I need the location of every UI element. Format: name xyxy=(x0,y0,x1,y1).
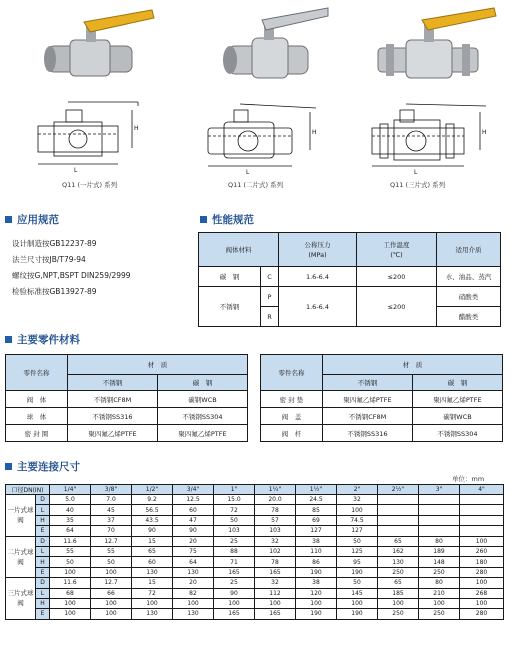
dims-row xyxy=(6,588,504,598)
dims-value: 103 xyxy=(255,526,296,536)
dims-value: 60 xyxy=(132,557,173,567)
dims-value: 120 xyxy=(296,588,337,598)
dims-row xyxy=(6,567,504,577)
dims-value: 56.5 xyxy=(132,505,173,515)
perf-header-pressure: 公称压力 (MPa) xyxy=(279,233,357,267)
perf-temp: ≤200 xyxy=(357,267,437,287)
dims-value: 90 xyxy=(132,526,173,536)
caption-three-piece: Q11 (三片式) 系列 xyxy=(390,181,446,189)
dims-value: 190 xyxy=(296,567,337,577)
dims-value: 78 xyxy=(255,505,296,515)
dims-value: 86 xyxy=(296,557,337,567)
dims-value: 100 xyxy=(337,598,378,608)
dims-row xyxy=(6,536,504,546)
dims-value: 50 xyxy=(214,515,255,525)
mat-cs: 不锈钢SS304 xyxy=(158,408,248,425)
section-title: 主要连接尺寸 xyxy=(17,461,80,473)
mat-header-carbon: 碳 钢 xyxy=(158,375,248,391)
perf-temp: ≤200 xyxy=(357,287,437,327)
dims-row xyxy=(6,546,504,556)
mat-ss: 聚四氟乙烯PTFE xyxy=(68,425,158,442)
caption-two-piece: Q11 (二片式) 系列 xyxy=(228,181,284,189)
dims-value xyxy=(419,505,460,515)
valve-photo-two-piece xyxy=(212,6,332,86)
dims-value: 100 xyxy=(50,567,91,577)
dims-value: 72 xyxy=(132,588,173,598)
dims-value: 50 xyxy=(337,536,378,546)
dims-size-header: 3/8" xyxy=(91,485,132,495)
mat-header-carbon: 碳 钢 xyxy=(413,375,503,391)
mat-cs: 聚四氟乙烯PTFE xyxy=(158,425,248,442)
dims-value: 65 xyxy=(132,546,173,556)
perf-header-media: 适用介质 xyxy=(437,233,501,267)
dims-value: 37 xyxy=(91,515,132,525)
mat-cs: 不锈钢SS304 xyxy=(413,425,503,442)
dims-value: 165 xyxy=(214,609,255,619)
dims-value: 165 xyxy=(255,609,296,619)
svg-text:H: H xyxy=(312,129,317,136)
dims-value xyxy=(378,515,419,525)
dims-row xyxy=(6,609,504,619)
dims-size-header: 1/2" xyxy=(132,485,173,495)
mat-ss: 不锈钢CF8M xyxy=(323,408,413,425)
dims-value: 100 xyxy=(378,598,419,608)
performance-table xyxy=(198,232,501,327)
drawing-one-piece xyxy=(28,90,160,176)
svg-text:L: L xyxy=(414,169,418,176)
dims-value: 100 xyxy=(255,598,296,608)
dims-value: 25 xyxy=(214,536,255,546)
dims-value: 25 xyxy=(214,578,255,588)
dims-value xyxy=(419,515,460,525)
svg-text:L: L xyxy=(246,169,250,176)
dims-value: 72 xyxy=(214,505,255,515)
dims-value: 11.6 xyxy=(50,578,91,588)
dims-value: 11.6 xyxy=(50,536,91,546)
perf-media: 硝酸类 xyxy=(437,287,501,307)
dims-size-header: 4" xyxy=(460,485,504,495)
dims-value: 100 xyxy=(50,598,91,608)
dims-value: 35 xyxy=(50,515,91,525)
dims-value: 125 xyxy=(337,546,378,556)
caption-one-piece: Q11 (一片式) 系列 xyxy=(62,181,118,189)
mat-cs: 碳钢WCB xyxy=(413,408,503,425)
dims-dimension-key: H xyxy=(36,515,50,525)
standard-item: 法兰尺寸按JB/T79-94 xyxy=(12,255,86,264)
dims-value: 90 xyxy=(214,588,255,598)
dims-value: 165 xyxy=(214,567,255,577)
dims-value: 90 xyxy=(173,526,214,536)
dims-value: 12.7 xyxy=(91,578,132,588)
dims-dimension-key: H xyxy=(36,598,50,608)
dims-row xyxy=(6,505,504,515)
dims-value: 7.0 xyxy=(91,495,132,505)
dims-dimension-key: D xyxy=(36,536,50,546)
dims-value: 20.0 xyxy=(255,495,296,505)
dims-value: 250 xyxy=(378,567,419,577)
dims-value: 100 xyxy=(132,598,173,608)
dims-value: 190 xyxy=(337,567,378,577)
dims-value: 78 xyxy=(255,557,296,567)
dims-value: 85 xyxy=(296,505,337,515)
dims-value: 100 xyxy=(214,598,255,608)
dims-value: 162 xyxy=(378,546,419,556)
perf-media: 醋酸类 xyxy=(437,307,501,327)
dims-value: 15.0 xyxy=(214,495,255,505)
mat-part: 阀 杆 xyxy=(261,425,323,442)
dims-value: 189 xyxy=(419,546,460,556)
dims-row xyxy=(6,557,504,567)
materials-table-right xyxy=(260,354,503,442)
dims-group-label: 二片式球阀 xyxy=(6,536,36,578)
dims-header-row xyxy=(6,485,504,495)
dims-value: 50 xyxy=(91,557,132,567)
section-marker-icon xyxy=(5,336,12,343)
dims-value: 280 xyxy=(460,567,504,577)
perf-pressure: 1.6-6.4 xyxy=(279,267,357,287)
perf-material: 不锈钢 xyxy=(199,287,261,327)
mat-ss: 不锈钢CF8M xyxy=(68,391,158,408)
mat-ss: 不锈钢SS316 xyxy=(68,408,158,425)
dims-value: 130 xyxy=(173,567,214,577)
dims-value: 185 xyxy=(378,588,419,598)
dims-row xyxy=(6,598,504,608)
dims-value: 69 xyxy=(296,515,337,525)
dims-row xyxy=(6,578,504,588)
dims-value: 64 xyxy=(50,526,91,536)
dims-dimension-key: L xyxy=(36,588,50,598)
dims-value xyxy=(378,495,419,505)
dims-group-label: 一片式球阀 xyxy=(6,495,36,537)
mat-ss: 不锈钢SS316 xyxy=(323,425,413,442)
dims-size-header: 1/4" xyxy=(50,485,91,495)
mat-part: 阀 盖 xyxy=(261,408,323,425)
dims-value: 66 xyxy=(91,588,132,598)
dims-value: 45 xyxy=(91,505,132,515)
dims-value: 130 xyxy=(173,609,214,619)
perf-code: C xyxy=(261,267,279,287)
dims-value: 100 xyxy=(91,598,132,608)
dims-value: 102 xyxy=(255,546,296,556)
mat-part: 密 封 圈 xyxy=(6,425,68,442)
dims-body xyxy=(6,495,504,620)
dims-value: 250 xyxy=(419,567,460,577)
mat-header-material: 材 质 xyxy=(68,355,248,375)
dims-value: 38 xyxy=(296,578,337,588)
dims-value: 70 xyxy=(91,526,132,536)
dims-value: 100 xyxy=(460,578,504,588)
dims-row xyxy=(6,515,504,525)
dims-value: 82 xyxy=(173,588,214,598)
perf-header-material: 阀体材料 xyxy=(199,233,279,267)
dims-value: 88 xyxy=(214,546,255,556)
mat-part: 球 体 xyxy=(6,408,68,425)
dims-value xyxy=(460,515,504,525)
dims-value: 148 xyxy=(419,557,460,567)
dims-value xyxy=(378,505,419,515)
section-materials xyxy=(5,332,80,347)
standard-item: 检验标准按GB13927-89 xyxy=(12,287,97,296)
dims-value: 190 xyxy=(296,609,337,619)
dims-size-header: 2" xyxy=(337,485,378,495)
materials-table-left xyxy=(5,354,248,442)
dims-value: 100 xyxy=(91,609,132,619)
standard-item: 设计制造按GB12237-89 xyxy=(12,239,97,248)
dims-size-header: 1½" xyxy=(296,485,337,495)
dims-value: 100 xyxy=(50,609,91,619)
mat-header-part: 零件名称 xyxy=(6,355,68,391)
drawing-three-piece xyxy=(366,90,502,176)
dims-value: 100 xyxy=(460,536,504,546)
dims-value: 64 xyxy=(173,557,214,567)
dims-value: 43.5 xyxy=(132,515,173,525)
drawing-two-piece xyxy=(200,90,332,176)
dims-value: 130 xyxy=(378,557,419,567)
dims-value: 110 xyxy=(296,546,337,556)
dims-value xyxy=(460,495,504,505)
dims-value: 112 xyxy=(255,588,296,598)
perf-pressure: 1.6-6.4 xyxy=(279,287,357,327)
dims-value: 100 xyxy=(91,567,132,577)
dims-dimension-key: L xyxy=(36,505,50,515)
dims-size-header: 3" xyxy=(419,485,460,495)
mat-part: 密 封 垫 xyxy=(261,391,323,408)
dims-value: 24.5 xyxy=(296,495,337,505)
section-title: 性能规范 xyxy=(212,214,254,226)
mat-cs: 碳钢WCB xyxy=(158,391,248,408)
dims-value: 100 xyxy=(296,598,337,608)
mat-ss: 聚四氟乙烯PTFE xyxy=(323,391,413,408)
dims-value: 190 xyxy=(337,609,378,619)
perf-media: 水、油品、蒸汽 xyxy=(437,267,501,287)
dims-value: 20 xyxy=(173,536,214,546)
dims-value: 38 xyxy=(296,536,337,546)
dims-value: 32 xyxy=(255,578,296,588)
dims-value: 127 xyxy=(337,526,378,536)
dims-value: 55 xyxy=(50,546,91,556)
dims-dimension-key: E xyxy=(36,609,50,619)
dims-corner: 口径DN(IN) xyxy=(6,485,50,495)
dims-value: 74.5 xyxy=(337,515,378,525)
dims-value: 32 xyxy=(255,536,296,546)
dims-size-header: 1¼" xyxy=(255,485,296,495)
dims-size-header: 1" xyxy=(214,485,255,495)
dims-value: 250 xyxy=(378,609,419,619)
perf-code: R xyxy=(261,307,279,327)
dims-value: 100 xyxy=(337,505,378,515)
dims-value: 165 xyxy=(255,567,296,577)
dims-value: 55 xyxy=(91,546,132,556)
dims-value: 12.7 xyxy=(91,536,132,546)
unit-label: 单位：mm xyxy=(452,475,485,483)
section-marker-icon xyxy=(5,463,12,470)
dims-value: 75 xyxy=(173,546,214,556)
dims-row xyxy=(6,495,504,505)
dims-dimension-key: D xyxy=(36,578,50,588)
dims-value: 95 xyxy=(337,557,378,567)
dims-dimension-key: L xyxy=(36,546,50,556)
perf-header-temp: 工作温度 (℃) xyxy=(357,233,437,267)
dims-value: 127 xyxy=(296,526,337,536)
dims-value: 103 xyxy=(214,526,255,536)
dims-dimension-key: D xyxy=(36,495,50,505)
standards-list xyxy=(12,236,131,300)
dims-value xyxy=(460,526,504,536)
dims-value xyxy=(460,505,504,515)
dims-value: 68 xyxy=(50,588,91,598)
dims-value: 9.2 xyxy=(132,495,173,505)
valve-photo-three-piece xyxy=(372,6,500,86)
dims-value: 32 xyxy=(337,495,378,505)
dims-value: 5.0 xyxy=(50,495,91,505)
mat-header-stainless: 不锈钢 xyxy=(323,375,413,391)
dims-value: 100 xyxy=(173,598,214,608)
section-title: 主要零件材料 xyxy=(17,334,80,346)
section-dimensions xyxy=(5,459,80,474)
dims-value: 80 xyxy=(419,578,460,588)
dims-dimension-key: E xyxy=(36,526,50,536)
mat-part: 阀 体 xyxy=(6,391,68,408)
dims-value: 100 xyxy=(460,598,504,608)
dims-value: 280 xyxy=(460,609,504,619)
perf-code: P xyxy=(261,287,279,307)
svg-text:H: H xyxy=(134,125,139,132)
dims-value xyxy=(378,526,419,536)
section-performance xyxy=(200,212,254,227)
dims-value: 180 xyxy=(460,557,504,567)
standard-item: 螺纹按G,NPT,BSPT DIN259/2999 xyxy=(12,271,131,280)
mat-header-material: 材 质 xyxy=(323,355,503,375)
dims-value: 71 xyxy=(214,557,255,567)
dims-value: 130 xyxy=(132,567,173,577)
section-application xyxy=(5,212,59,227)
dims-group-label: 三片式球阀 xyxy=(6,578,36,620)
dims-value: 47 xyxy=(173,515,214,525)
dims-value: 130 xyxy=(132,609,173,619)
section-title: 应用规范 xyxy=(17,214,59,226)
dims-value: 20 xyxy=(173,578,214,588)
dims-size-header: 2½" xyxy=(378,485,419,495)
dims-value: 65 xyxy=(378,578,419,588)
dims-value xyxy=(419,526,460,536)
section-marker-icon xyxy=(5,216,12,223)
dims-value: 80 xyxy=(419,536,460,546)
dims-value: 100 xyxy=(419,598,460,608)
dims-value: 250 xyxy=(419,609,460,619)
dims-value: 15 xyxy=(132,578,173,588)
dims-size-header: 3/4" xyxy=(173,485,214,495)
dims-dimension-key: H xyxy=(36,557,50,567)
dims-value: 210 xyxy=(419,588,460,598)
section-marker-icon xyxy=(200,216,207,223)
dims-row xyxy=(6,526,504,536)
dims-value: 60 xyxy=(173,505,214,515)
valve-photo-one-piece xyxy=(40,6,160,86)
dims-value: 57 xyxy=(255,515,296,525)
mat-header-stainless: 不锈钢 xyxy=(68,375,158,391)
mat-header-part: 零件名称 xyxy=(261,355,323,391)
dims-dimension-key: E xyxy=(36,567,50,577)
dimensions-table xyxy=(5,484,504,620)
dims-value: 40 xyxy=(50,505,91,515)
dims-value: 50 xyxy=(50,557,91,567)
dims-value: 12.5 xyxy=(173,495,214,505)
svg-text:L: L xyxy=(74,167,78,174)
dims-value: 268 xyxy=(460,588,504,598)
dims-value: 50 xyxy=(337,578,378,588)
svg-text:H: H xyxy=(482,129,487,136)
dims-value: 65 xyxy=(378,536,419,546)
mat-cs: 聚四氟乙烯PTFE xyxy=(413,391,503,408)
perf-material: 碳 钢 xyxy=(199,267,261,287)
dims-value xyxy=(419,495,460,505)
dims-value: 145 xyxy=(337,588,378,598)
dims-value: 15 xyxy=(132,536,173,546)
dims-value: 260 xyxy=(460,546,504,556)
